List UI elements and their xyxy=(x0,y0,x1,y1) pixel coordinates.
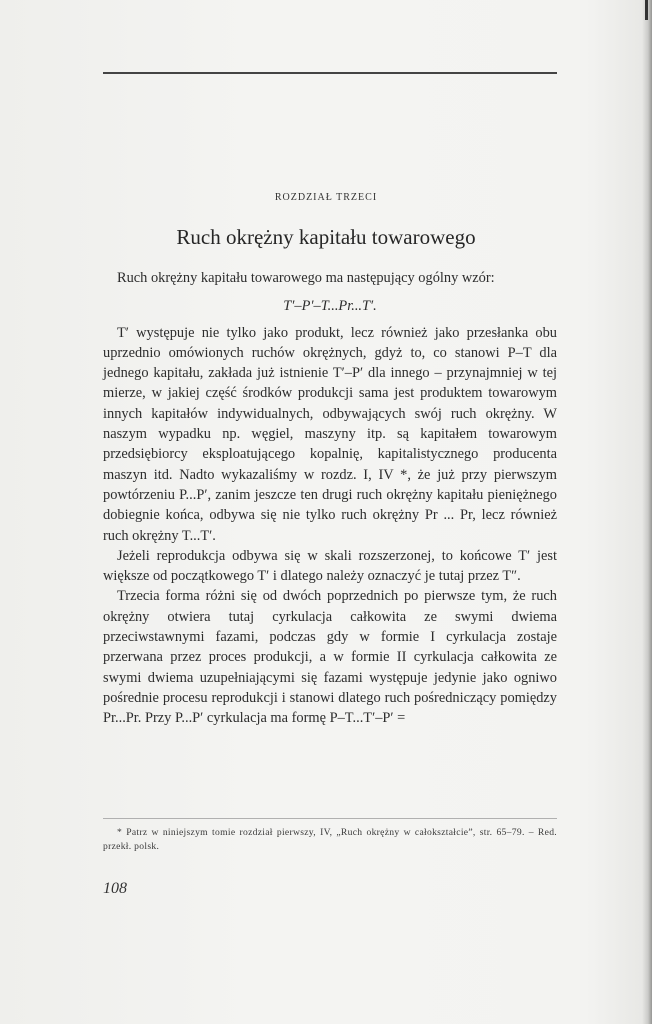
paragraph-2: T′ występuje nie tylko jako produkt, lecz również jako przesłanka obu uprzednio omówionych ruchów okrężnych, gdyż to, co stanowi P–T dla jednego kapitału, zakłada już istnienie T′–P′ dla innego – przynajmniej w tej mierze, w jakiej część środków produkcji sama jest produktem towarowym innych kapitałów indywidualnych, odbywających swój ruch okrężny. W naszym wypadku np. węgiel, maszyny itp. są kapitałem towarowym przedsiębiorcy eksploatującego kopalnię, kapitalistycznego producenta maszyn itd. Nadto wykazaliśmy w rozdz. I, IV *, że już przy pierwszym powtórzeniu P...P′, zanim jeszcze ten drugi ruch okrężny kapitału pieniężnego dobiegnie końca, odbywa się nie tylko ruch okrężny Pr ... Pr, lecz również ruch okrężny T...T′. xyxy=(103,324,557,544)
formula: T′–P′–T...Pr...T′. xyxy=(283,298,377,315)
chapter-title: Ruch okrężny kapitału towarowego xyxy=(176,225,476,249)
corner-mark xyxy=(645,0,648,20)
footnote-rule xyxy=(103,818,557,819)
footnote: * Patrz w niniejszym tomie rozdział pierwszy, IV, „Ruch okrężny w całokształcie”, str. 65–79. – Red. przekł. polsk. xyxy=(103,827,557,852)
body-text xyxy=(103,268,557,729)
paragraph-3: Jeżeli reprodukcja odbywa się w skali rozszerzonej, to końcowe T′ jest większe od początkowego T′ i dlatego należy oznaczyć je tutaj przez T″. xyxy=(103,547,557,585)
paragraph-intro: Ruch okrężny kapitału towarowego ma następujący ogólny wzór: xyxy=(117,270,495,286)
paragraph-4: Trzecia forma różni się od dwóch poprzednich po pierwsze tym, że ruch okrężny otwiera tutaj cyrkulacja całkowita ze swymi dwiema przeciwstawnymi fazami, podczas gdy w formie I cyrkulacja zostaje przerwana przez proces produkcji, a w formie II cyrkulacja całkowita ze swymi dwiema uzupełniającymi się fazami występuje jedynie jako ogniwo pośrednie procesu reprodukcji i stanowi dlatego ruch pośredniczący pomiędzy Pr...Pr. Przy P...P′ cyrkulacja ma formę P–T...T′–P′ = xyxy=(103,588,557,727)
page-number: 108 xyxy=(103,880,127,897)
header-rule xyxy=(103,72,557,74)
page-edge-shadow xyxy=(642,0,652,1024)
chapter-label: ROZDZIAŁ TRZECI xyxy=(274,192,378,203)
